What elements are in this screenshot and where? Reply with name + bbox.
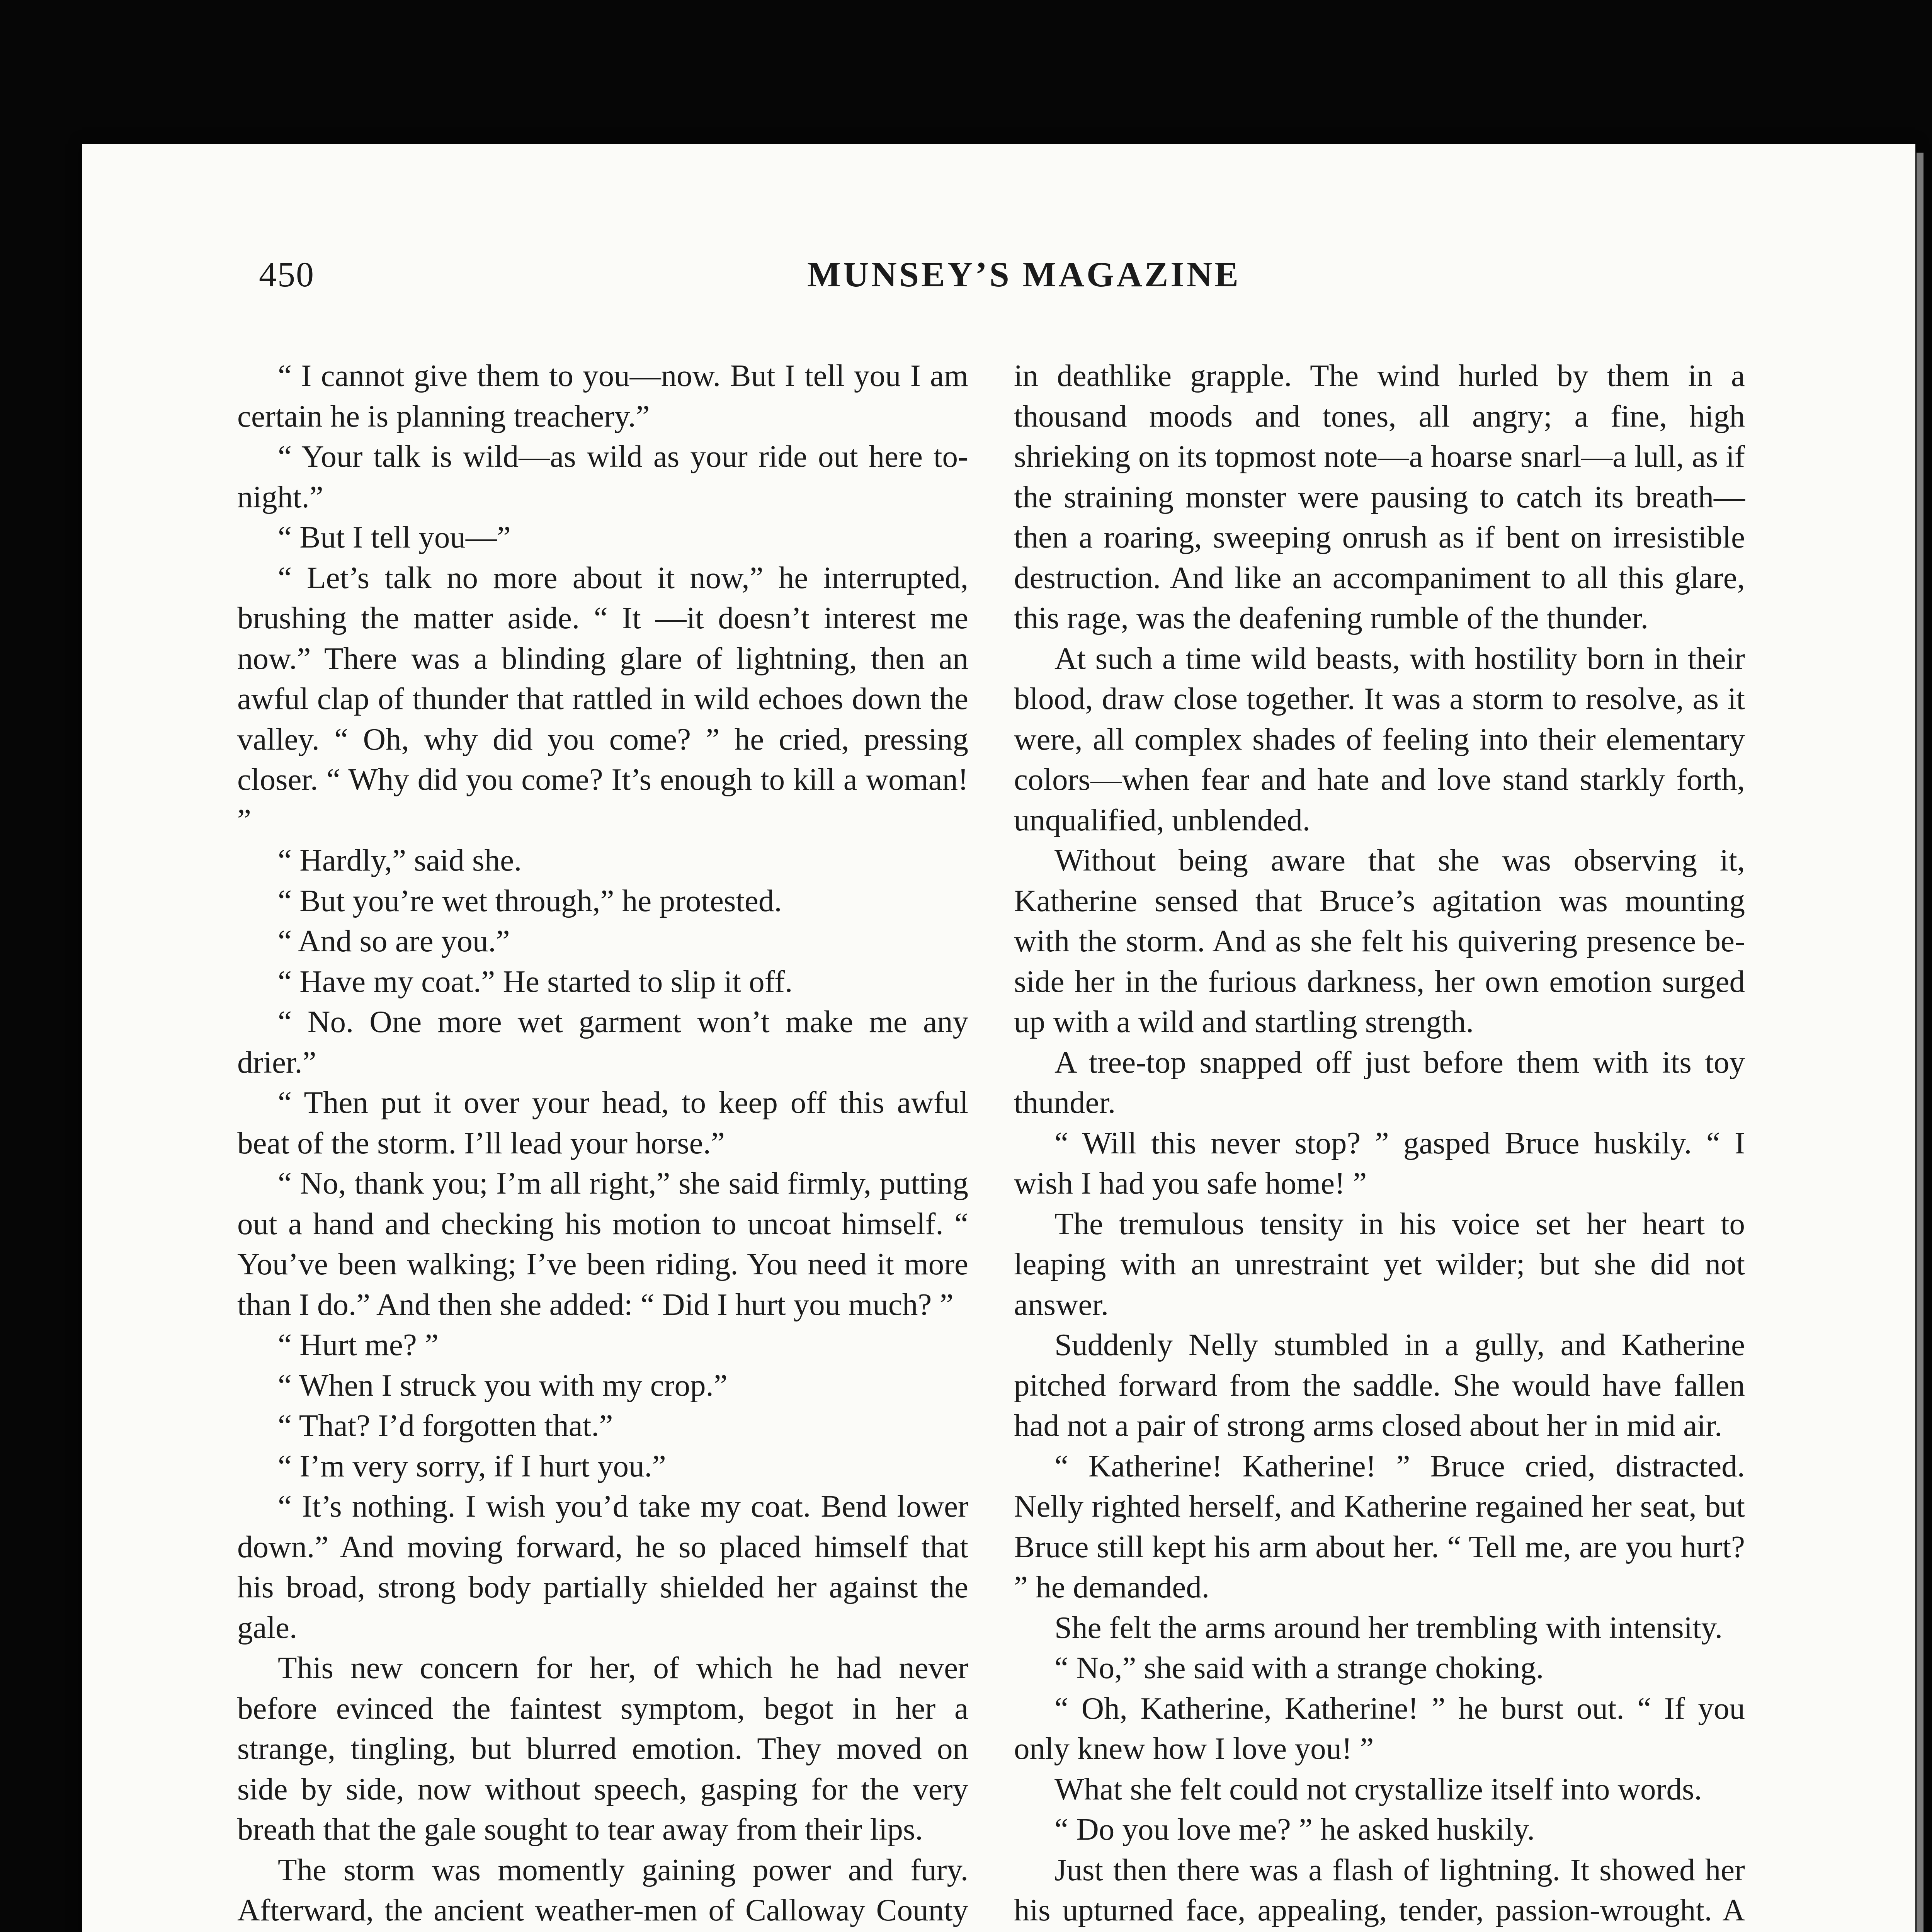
paragraph: The storm was momently gaining power and fury. Afterward, the ancient weather-men of Calloway County xyxy=(237,1852,968,1927)
paragraph: “ Let’s talk no more about it now,” he interrupted, brushing the matter aside. “ It —it doesn’t interest me now.” There was a blinding glare of lightning, then an awful clap of thunder that rattled in wild echoes down the valley. “ Oh, why did you come? ” he cried, pressing closer. “ Why did you come? It’s enough to kill a woman! ” xyxy=(237,560,968,837)
paragraph: “ That? I’d forgotten that.” xyxy=(278,1408,613,1443)
paragraph: Suddenly Nelly stumbled in a gully, and Katherine pitched forward from the saddle. She would have fallen had not a pair of strong arms closed about her in mid air. xyxy=(1014,1327,1745,1443)
paragraph: “ Hardly,” said she. xyxy=(278,843,522,878)
paragraph: A tree-top snapped off just before them with its toy thunder. xyxy=(1014,1044,1745,1120)
paragraph: “ No,” she said with a strange choking. xyxy=(1054,1650,1544,1685)
paragraph: “ I cannot give them to you—now. But I tell you I am certain he is planning treachery.” xyxy=(237,358,968,434)
paragraph: What she felt could not crystallize itself into words. xyxy=(1054,1771,1702,1806)
paragraph: “ Your talk is wild—as wild as your ride out here to-night.” xyxy=(237,439,968,514)
paragraph: “ But you’re wet through,” he protested. xyxy=(278,883,782,918)
paragraph: Just then there was a flash of lightning. It showed her his upturned face, appealing, tender, passion-wrought. A xyxy=(1014,1852,1745,1927)
paragraph: “ When I struck you with my crop.” xyxy=(278,1367,728,1403)
paragraph-continued: in deathlike grapple. The wind hurled by them in a thousand moods and tones, all angry; a fine, high shrieking on its topmost note—a hoarse snarl—a lull, as if the straining monster were pausing to catch its breath—then a roaring, sweeping onrush as if bent on irresistible destruction. And like an accompaniment to all this glare, this rage, was the deafening rumble of the thunder. xyxy=(1014,358,1745,635)
paragraph: This new concern for her, of which he had never before evinced the faintest symptom, begot in her a strange, tingling, but blurred emotion. They moved on side by side, now without speech, gasping for the very breath that the gale sought to tear away from their lips. xyxy=(237,1650,968,1847)
paragraph: “ Then put it over your head, to keep off this awful beat of the storm. I’ll lead your horse.” xyxy=(237,1085,968,1160)
paragraph: “ And so are you.” xyxy=(278,923,510,958)
paragraph: “ Hurt me? ” xyxy=(278,1327,439,1362)
paragraph: At such a time wild beasts, with hostility born in their blood, draw close together. It was a storm to resolve, as it were, all complex shades of feeling into their elementary colors—when fear and hate and love stand starkly forth, unqualified, unblended. xyxy=(1014,641,1745,837)
magazine-page xyxy=(82,144,1915,1932)
paragraph: The tremulous tensity in his voice set her heart to leaping with an unrestraint yet wilder; but she did not answer. xyxy=(1014,1206,1745,1322)
paragraph: “ I’m very sorry, if I hurt you.” xyxy=(278,1448,666,1483)
paragraph: “ Have my coat.” He started to slip it off. xyxy=(278,964,793,999)
running-head: MUNSEY’S MAGAZINE xyxy=(807,255,1241,294)
paragraph: Without being aware that she was observing it, Katherine sensed that Bruce’s agitation was mounting with the storm. And as she felt his quivering presence beside her in the furious darkness, her own emotion surged up with a wild and startling strength. xyxy=(1014,843,1745,1039)
paragraph: “ Do you love me? ” he asked huskily. xyxy=(1054,1812,1535,1847)
right-column xyxy=(1014,355,1745,1932)
page-number: 450 xyxy=(259,255,315,294)
paragraph: “ Oh, Katherine, Katherine! ” he burst out. “ If you only knew how I love you! ” xyxy=(1014,1690,1745,1766)
paragraph: “ It’s nothing. I wish you’d take my coat. Bend lower down.” And moving forward, he so placed himself that his broad, strong body partially shielded her against the gale. xyxy=(237,1489,968,1645)
page-header xyxy=(259,254,1789,300)
paragraph: She felt the arms around her trembling with intensity. xyxy=(1054,1610,1723,1645)
paragraph: “ No. One more wet garment won’t make me any drier.” xyxy=(237,1004,968,1080)
page-edge-shadow xyxy=(1917,153,1923,1932)
paragraph: “ No, thank you; I’m all right,” she said firmly, putting out a hand and checking his motion to uncoat himself. “ You’ve been walking; I’ve been riding. You need it more than I do.” And then she added: “ Did I hurt you much? ” xyxy=(237,1166,968,1322)
paragraph: “ But I tell you—” xyxy=(278,520,511,554)
paragraph: “ Katherine! Katherine! ” Bruce cried, distracted. Nelly righted herself, and Katherine regained her seat, but Bruce still kept his arm about her. “ Tell me, are you hurt? ” he demanded. xyxy=(1014,1448,1745,1604)
paragraph: “ Will this never stop? ” gasped Bruce huskily. “ I wish I had you safe home! ” xyxy=(1014,1125,1745,1201)
left-column xyxy=(237,355,968,1932)
